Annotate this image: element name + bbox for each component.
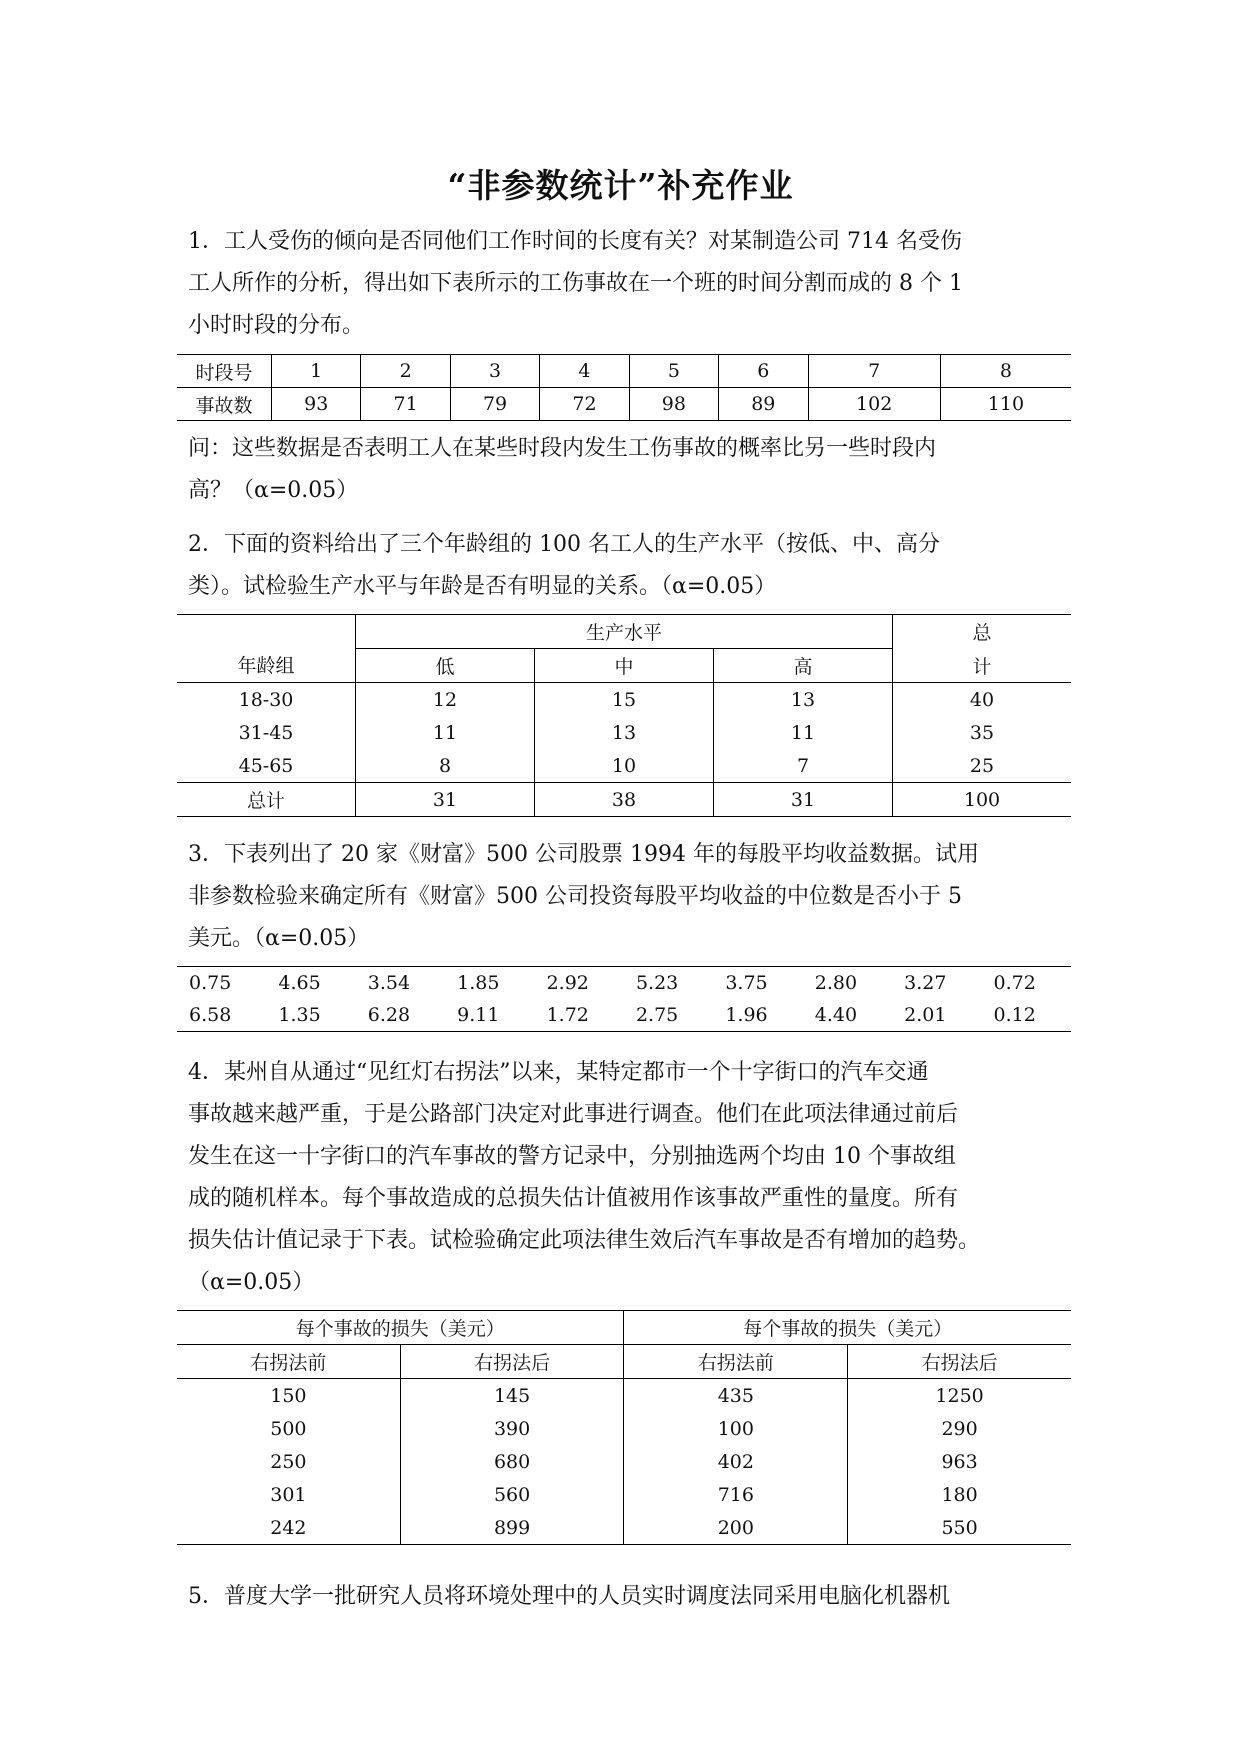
text-line: （α=0.05） bbox=[188, 1270, 315, 1295]
question-3-text bbox=[188, 834, 1060, 960]
loss-group-header-right: 每个事故的损失（美元） bbox=[624, 1311, 1071, 1345]
text-line: 3．下表列出了 20 家《财富》500 公司股票 1994 年的每股平均收益数据。试用 bbox=[188, 842, 979, 867]
table-cell: 402 bbox=[624, 1445, 848, 1478]
table-cell: 7 bbox=[714, 749, 893, 783]
table-cell: 18-30 bbox=[177, 683, 356, 717]
table-cell: 301 bbox=[177, 1478, 400, 1511]
table-cell: 31 bbox=[714, 783, 893, 817]
table-cell: 5 bbox=[629, 355, 718, 388]
table-cell: 242 bbox=[177, 1511, 400, 1545]
table-row bbox=[177, 355, 1071, 388]
table-cell: 1.96 bbox=[725, 1004, 768, 1026]
table-cell: 145 bbox=[400, 1379, 624, 1413]
col-before-header: 右拐法前 bbox=[177, 1345, 400, 1379]
level-high-header: 高 bbox=[714, 649, 893, 683]
table-row bbox=[177, 1478, 1071, 1511]
page-title: “非参数统计”补充作业 bbox=[447, 166, 794, 205]
table-cell: 13 bbox=[535, 716, 714, 749]
table-cell: 11 bbox=[714, 716, 893, 749]
table-cell: 31-45 bbox=[177, 716, 356, 749]
table-cell: 11 bbox=[356, 716, 535, 749]
table-cell: 6 bbox=[719, 355, 808, 388]
text-line: 成的随机样本。每个事故造成的总损失估计值被用作该事故严重性的量度。所有 bbox=[188, 1186, 959, 1211]
table-cell: 1 bbox=[272, 355, 361, 388]
col-before-header: 右拐法前 bbox=[624, 1345, 848, 1379]
table-cell: 560 bbox=[400, 1478, 624, 1511]
table-cell: 25 bbox=[969, 754, 995, 777]
text-line: 5．普度大学一批研究人员将环境处理中的人员实时调度法同采用电脑化机器机 bbox=[188, 1584, 950, 1609]
table-cell: 550 bbox=[941, 1516, 978, 1539]
table-cell: 2 bbox=[361, 355, 450, 388]
loss-group-header-left: 每个事故的损失（美元） bbox=[177, 1311, 624, 1345]
table-cell: 100 bbox=[893, 783, 1072, 817]
text-line: 小时时段的分布。 bbox=[188, 313, 365, 338]
table-cell: 4.65 bbox=[278, 972, 321, 994]
table-cell: 总计 bbox=[177, 783, 356, 817]
table-cell: 0.75 bbox=[189, 972, 232, 994]
table-cell: 1.72 bbox=[546, 1004, 589, 1026]
text-line: 类）。试检验生产水平与年龄是否有明显的关系。（α=0.05） bbox=[188, 574, 777, 599]
table-cell: 15 bbox=[535, 683, 714, 717]
table-row bbox=[177, 1445, 1071, 1478]
table-cell: 102 bbox=[808, 388, 940, 421]
table-row bbox=[177, 749, 1071, 783]
text-line: 事故越来越严重，于是公路部门决定对此事进行调查。他们在此项法律通过前后 bbox=[188, 1102, 959, 1127]
age-group-header: 年龄组 bbox=[177, 615, 356, 683]
table-cell: 3 bbox=[450, 355, 539, 388]
table-cell: 100 bbox=[624, 1412, 848, 1445]
table-cell: 时段号 bbox=[177, 355, 272, 388]
accident-by-period-table bbox=[177, 354, 1071, 421]
question-1-text bbox=[188, 221, 1060, 347]
table-cell: 9.11 bbox=[457, 1004, 500, 1026]
col-after-header: 右拐法后 bbox=[848, 1345, 1071, 1379]
production-level-header: 生产水平 bbox=[356, 615, 893, 649]
text-line: 美元。（α=0.05） bbox=[188, 926, 370, 951]
question-4-text bbox=[188, 1052, 1060, 1304]
table-row bbox=[177, 967, 1071, 1000]
table-cell: 93 bbox=[272, 388, 361, 421]
table-cell: 13 bbox=[714, 683, 893, 717]
table-cell: 1250 bbox=[935, 1384, 984, 1407]
text-line: 工人所作的分析，得出如下表所示的工伤事故在一个班的时间分割而成的 8 个 1 bbox=[188, 271, 963, 296]
table-row bbox=[177, 1345, 1071, 1379]
table-cell: 71 bbox=[361, 388, 450, 421]
table-row bbox=[177, 615, 1071, 649]
level-mid-header: 中 bbox=[535, 649, 714, 683]
table-cell: 2.80 bbox=[814, 972, 858, 994]
table-row bbox=[177, 1379, 1071, 1413]
table-cell: 6.58 bbox=[189, 1004, 232, 1026]
table-cell: 8 bbox=[940, 355, 1071, 388]
table-total-row bbox=[177, 783, 1071, 817]
table-cell: 3.54 bbox=[367, 972, 411, 994]
table-cell: 899 bbox=[400, 1511, 624, 1545]
table-cell: 3.75 bbox=[725, 972, 768, 994]
table-cell: 390 bbox=[400, 1412, 624, 1445]
table-cell: 716 bbox=[624, 1478, 848, 1511]
table-cell: 963 bbox=[941, 1450, 978, 1473]
table-cell: 1.35 bbox=[278, 1004, 321, 1026]
table-cell: 680 bbox=[400, 1445, 624, 1478]
table-cell: 110 bbox=[987, 393, 1025, 415]
table-cell: 45-65 bbox=[177, 749, 356, 783]
table-cell: 435 bbox=[624, 1379, 848, 1413]
production-level-table bbox=[177, 614, 1071, 817]
table-cell: 31 bbox=[356, 783, 535, 817]
table-cell: 4.40 bbox=[814, 1004, 858, 1026]
col-after-header: 右拐法后 bbox=[400, 1345, 624, 1379]
total-header-bottom: 计 bbox=[972, 655, 992, 678]
table-cell: 10 bbox=[535, 749, 714, 783]
table-cell: 290 bbox=[941, 1417, 978, 1440]
table-cell: 180 bbox=[941, 1483, 978, 1506]
total-header-top: 总 bbox=[972, 622, 992, 645]
text-line: 1．工人受伤的倾向是否同他们工作时间的长度有关？对某制造公司 714 名受伤 bbox=[188, 229, 962, 254]
table-row bbox=[177, 716, 1071, 749]
table-cell: 2.75 bbox=[635, 1004, 679, 1026]
table-cell: 5.23 bbox=[635, 972, 679, 994]
table-cell: 0.12 bbox=[993, 1004, 1036, 1026]
table-cell: 8 bbox=[356, 749, 535, 783]
text-line: 损失估计值记录于下表。试检验确定此项法律生效后汽车事故是否有增加的趋势。 bbox=[188, 1228, 981, 1253]
table-cell: 150 bbox=[177, 1379, 400, 1413]
table-cell: 89 bbox=[719, 388, 808, 421]
table-cell: 4 bbox=[540, 355, 629, 388]
level-low-header: 低 bbox=[356, 649, 535, 683]
table-cell: 12 bbox=[356, 683, 535, 717]
text-line: 发生在这一十字街口的汽车事故的警方记录中，分别抽选两个均由 10 个事故组 bbox=[188, 1144, 956, 1169]
table-cell: 7 bbox=[808, 355, 940, 388]
earnings-per-share-table bbox=[177, 966, 1071, 1032]
table-cell: 40 bbox=[893, 683, 1072, 717]
text-line: 问：这些数据是否表明工人在某些时段内发生工伤事故的概率比另一些时段内 bbox=[188, 436, 937, 461]
table-cell: 38 bbox=[535, 783, 714, 817]
text-line: 非参数检验来确定所有《财富》500 公司投资每股平均收益的中位数是否小于 5 bbox=[188, 884, 962, 909]
table-row bbox=[177, 1412, 1071, 1445]
table-row bbox=[177, 999, 1071, 1032]
table-cell: 3.27 bbox=[904, 972, 947, 994]
table-cell: 35 bbox=[969, 721, 995, 744]
question-1-followup bbox=[188, 428, 1060, 512]
table-cell: 0.72 bbox=[993, 972, 1036, 994]
table-row bbox=[177, 388, 1071, 421]
accident-loss-table bbox=[177, 1310, 1071, 1545]
table-cell: 2.92 bbox=[546, 972, 589, 994]
question-5-text bbox=[188, 1576, 1060, 1618]
table-row bbox=[177, 683, 1071, 717]
question-2-text bbox=[188, 524, 1060, 608]
table-cell: 79 bbox=[450, 388, 539, 421]
table-cell: 6.28 bbox=[367, 1004, 411, 1026]
table-cell: 98 bbox=[629, 388, 718, 421]
table-cell: 250 bbox=[177, 1445, 400, 1478]
text-line: 4．某州自从通过“见红灯右拐法”以来，某特定都市一个十字街口的汽车交通 bbox=[188, 1060, 929, 1085]
table-cell: 200 bbox=[624, 1511, 848, 1545]
table-row bbox=[177, 1311, 1071, 1345]
table-cell: 500 bbox=[177, 1412, 400, 1445]
table-cell: 1.85 bbox=[457, 972, 500, 994]
table-cell: 72 bbox=[540, 388, 629, 421]
text-line: 2．下面的资料给出了三个年龄组的 100 名工人的生产水平（按低、中、高分 bbox=[188, 532, 940, 557]
table-row bbox=[177, 1511, 1071, 1545]
table-cell: 2.01 bbox=[904, 1004, 947, 1026]
table-cell: 事故数 bbox=[177, 388, 272, 421]
text-line: 高？（α=0.05） bbox=[188, 478, 359, 503]
